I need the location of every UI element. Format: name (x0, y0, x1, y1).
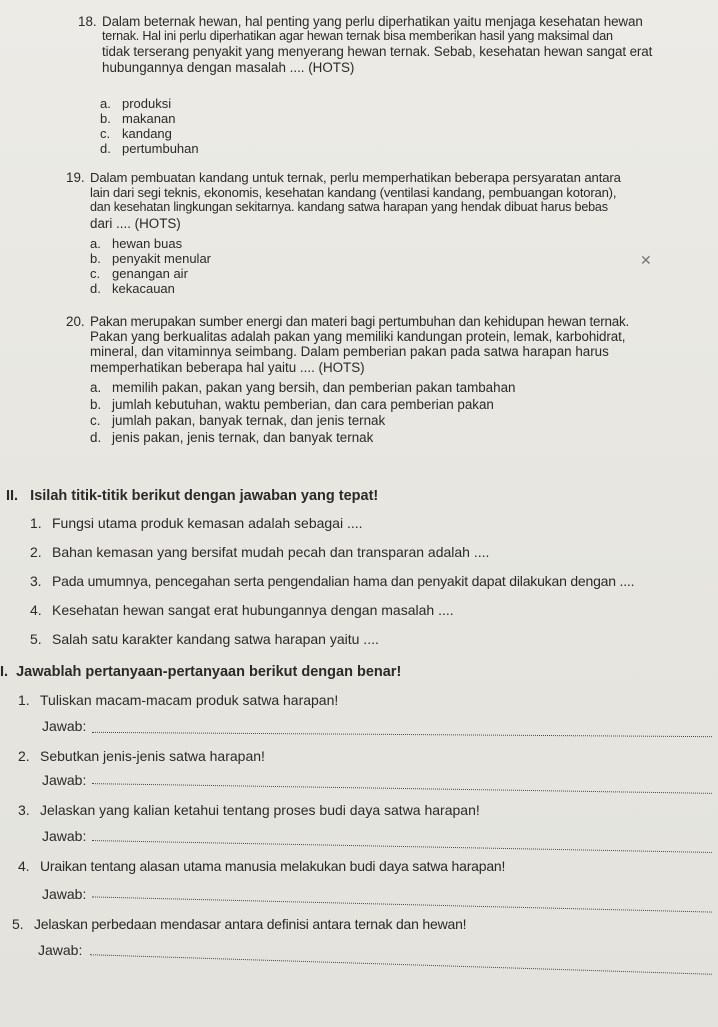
question-line: Pakan merupakan sumber energi dan materi bagi pertumbuhan dan kehidupan hewan ternak. (90, 314, 630, 329)
question-number: 18. (78, 14, 97, 29)
essay-item-5: 5. Jelaskan perbedaan mendasar antara definisi antara ternak dan hewan! (12, 916, 467, 932)
option-b[interactable]: b. makanan (100, 111, 176, 126)
fill-item-4: 4. Kesehatan hewan sangat erat hubungannya dengan masalah .... (30, 602, 454, 618)
answer-label: Jawab: (42, 772, 87, 788)
option-c[interactable]: c. genangan air (90, 266, 188, 281)
question-line: mineral, dan vitaminnya seimbang. Dalam pemberian pakan pada satwa harapan harus (90, 344, 609, 360)
essay-item-4: 4. Uraikan tentang alasan utama manusia melakukan budi daya satwa harapan! (18, 858, 506, 874)
option-b[interactable]: b. jumlah kebutuhan, waktu pemberian, dan cara pemberian pakan (90, 396, 494, 412)
question-line: Pakan yang berkualitas adalah pakan yang memiliki kandungan protein, lemak, karbohidrat, (90, 329, 626, 345)
question-line: memperhatikan beberapa hal yaitu .... (HOTS) (90, 359, 365, 375)
option-c[interactable]: c. kandang (100, 126, 172, 141)
fill-item-5: 5. Salah satu karakter kandang satwa harapan yaitu .... (30, 631, 379, 647)
option-d[interactable]: d. jenis pakan, jenis ternak, dan banyak ternak (90, 429, 374, 445)
question-line: hubungannya dengan masalah .... (HOTS) (102, 59, 355, 75)
option-b[interactable]: b. penyakit menular (90, 251, 211, 266)
pencil-cross-mark: ✕ (640, 252, 652, 268)
option-d[interactable]: d. pertumbuhan (100, 141, 199, 156)
question-20 (66, 314, 710, 375)
section-heading-fill-in: II. Isilah titik-titik berikut dengan jawaban yang tepat! (6, 488, 379, 504)
option-c[interactable]: c. jumlah pakan, banyak ternak, dan jenis ternak (90, 413, 386, 429)
option-a[interactable]: a. hewan buas (90, 236, 183, 251)
option-d[interactable]: d. kekacauan (90, 281, 175, 296)
answer-line-3[interactable] (92, 840, 712, 853)
answer-line-1[interactable] (92, 732, 712, 737)
question-number: 19. (66, 170, 85, 185)
answer-label: Jawab: (38, 942, 83, 958)
fill-item-1: 1. Fungsi utama produk kemasan adalah sebagai .... (30, 515, 363, 531)
essay-item-2: 2. Sebutkan jenis-jenis satwa harapan! (18, 748, 265, 764)
answer-line-5[interactable] (90, 954, 712, 975)
option-a[interactable]: a. memilih pakan, pakan yang bersih, dan pemberian pakan tambahan (90, 380, 516, 395)
question-line: dari .... (HOTS) (90, 215, 181, 231)
question-line: Dalam pembuatan kandang untuk ternak, perlu memperhatikan beberapa persyaratan antara (90, 170, 621, 185)
fill-item-2: 2. Bahan kemasan yang bersifat mudah pecah dan transparan adalah .... (30, 544, 490, 560)
answer-line-2[interactable] (92, 783, 712, 794)
answer-label: Jawab: (42, 886, 87, 902)
question-line: ternak. Hal ini perlu diperhatikan agar hewan ternak bisa memberikan hasil yang maksimal dan (102, 29, 613, 44)
question-19 (66, 170, 710, 231)
options-19 (90, 236, 211, 296)
fill-item-3: 3. Pada umumnya, pencegahan serta pengendalian hama dan penyakit dapat dilakukan dengan .... (30, 573, 635, 589)
answer-label: Jawab: (42, 718, 87, 734)
question-line: lain dari segi teknis, ekonomis, kesehatan kandang (ventilasi kandang, pembuangan kotoran), (90, 185, 617, 201)
question-line: dan kesehatan lingkungan sekitarnya. kandang satwa harapan yang hendak dibuat harus bebas (90, 200, 608, 215)
essay-item-1: 1. Tuliskan macam-macam produk satwa harapan! (18, 692, 339, 708)
question-line: Dalam beternak hewan, hal penting yang perlu diperhatikan yaitu menjaga kesehatan hewan (102, 14, 643, 29)
question-line: tidak terserang penyakit yang menyerang hewan ternak. Sebab, kesehatan hewan sangat erat (102, 44, 653, 60)
answer-line-4[interactable] (92, 896, 712, 912)
section-heading-essay: I. Jawablah pertanyaan-pertanyaan berikut dengan benar! (0, 664, 402, 680)
options-20 (90, 380, 515, 446)
question-number: 20. (66, 314, 85, 329)
answer-label: Jawab: (42, 828, 87, 844)
essay-item-3: 3. Jelaskan yang kalian ketahui tentang proses budi daya satwa harapan! (18, 802, 480, 818)
question-18 (78, 14, 707, 75)
options-18 (100, 96, 199, 156)
option-a[interactable]: a. produksi (100, 96, 172, 111)
